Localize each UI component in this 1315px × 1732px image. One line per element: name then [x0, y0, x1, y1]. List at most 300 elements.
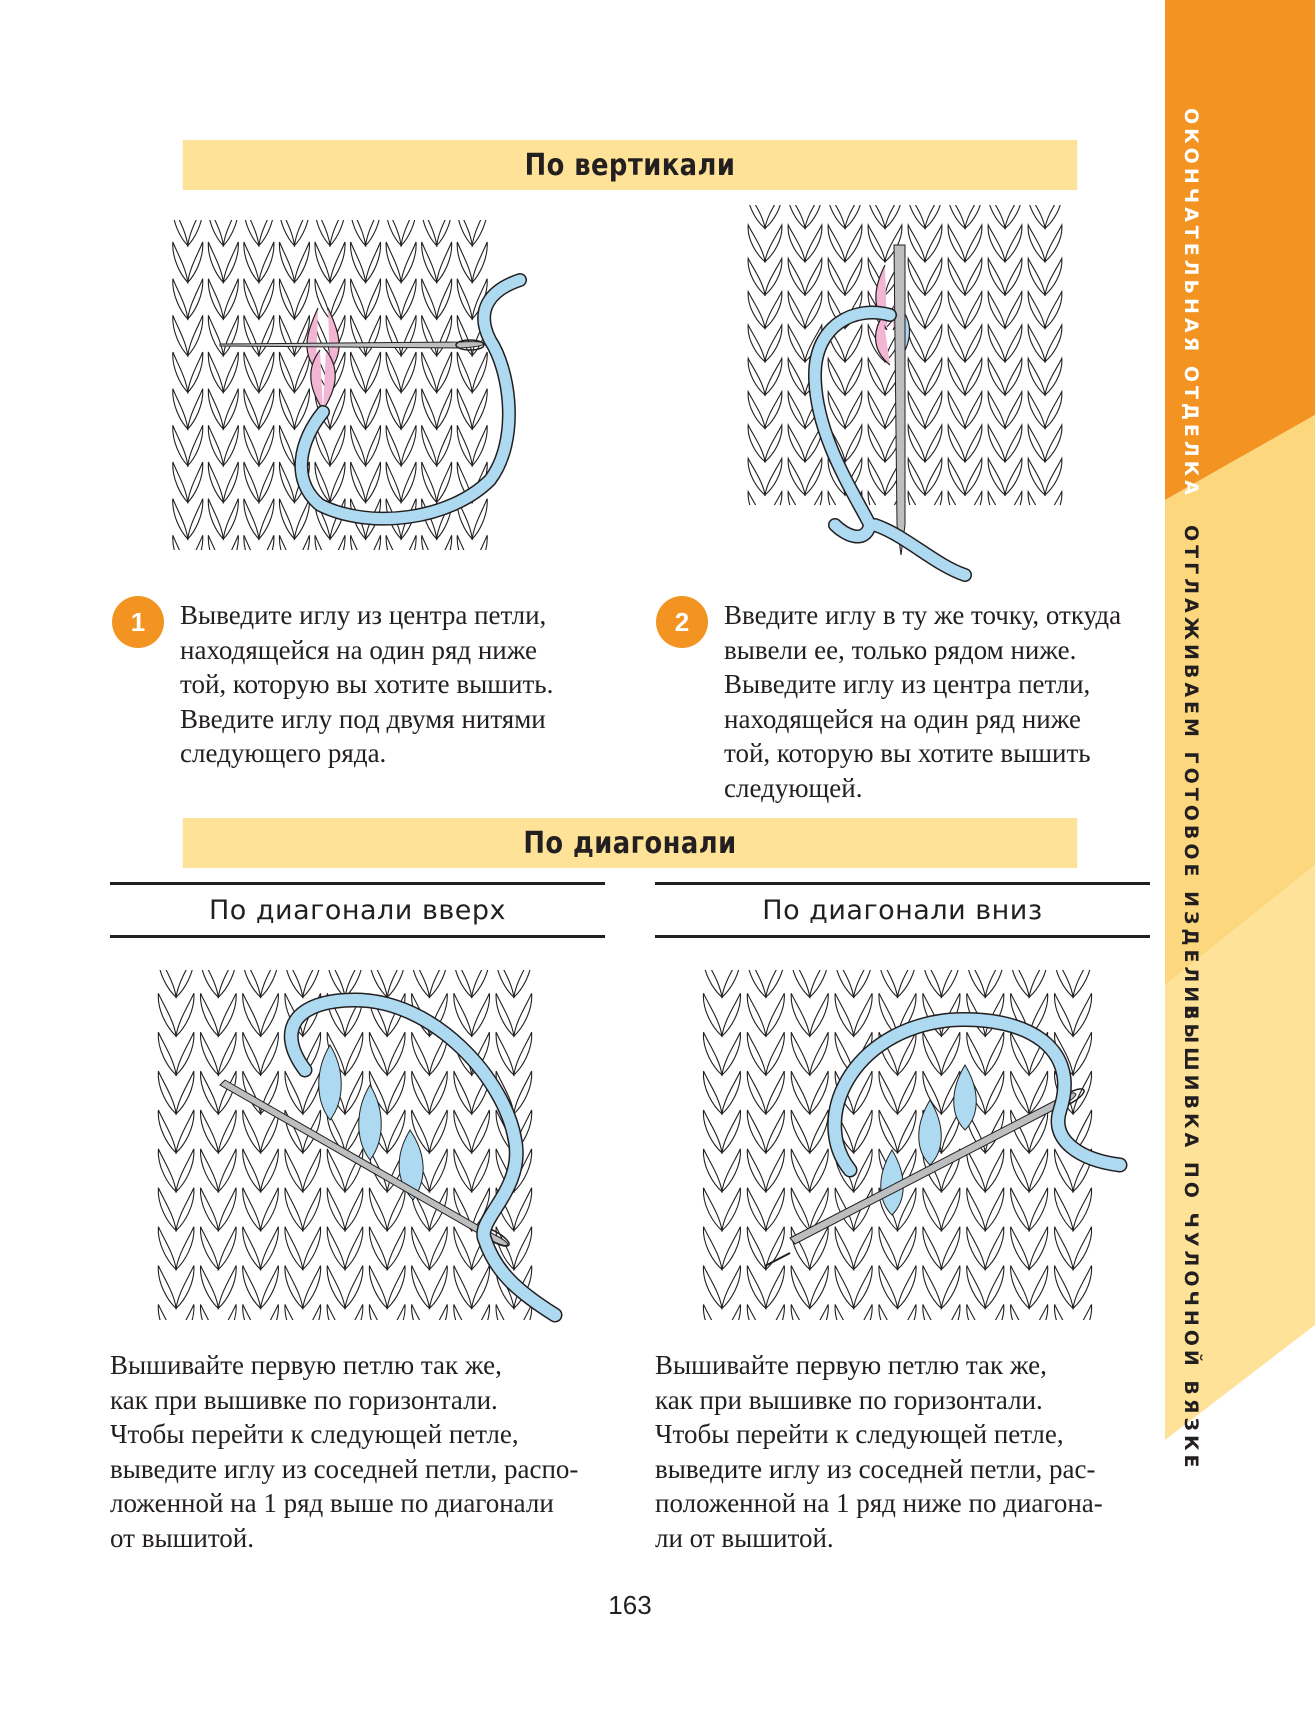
knit-stitch: [985, 970, 1004, 997]
knit-stitch: [412, 1266, 430, 1309]
knit-stitch: [472, 1110, 490, 1153]
knit-stitch: [765, 325, 782, 362]
knit-stitch: [925, 325, 942, 362]
step-2-text: Введите иглу в ту же точку, откуда вывели ее, только рядом ниже. Выведите иглу из центра петли, находящейся на один ряд ниже той, которую вы хотите вышить следующей.: [724, 600, 1122, 803]
knit-stitch: [208, 279, 223, 319]
knit-stitch: [173, 462, 188, 502]
knit-stitch: [845, 425, 862, 462]
knit-stitch: [366, 389, 381, 429]
knit-stitch: [188, 425, 203, 465]
knit-stitch: [765, 225, 782, 262]
knit-stitch: [1045, 458, 1062, 495]
knit-stitch: [345, 1188, 363, 1231]
knit-stitch: [1073, 1304, 1092, 1325]
knit-stitch: [401, 242, 416, 282]
knit-stitch: [1011, 1304, 1030, 1325]
knit-stitch: [835, 1304, 854, 1325]
knit-stitch: [294, 242, 309, 282]
knit-stitch: [1055, 1227, 1074, 1270]
knit-stitch: [885, 205, 902, 228]
knit-stitch: [366, 279, 381, 319]
knit-stitch: [948, 458, 965, 495]
knit-stitch: [703, 1032, 722, 1075]
knit-stitch: [923, 1188, 942, 1231]
knit-stitch: [176, 970, 194, 997]
knit-stitch: [244, 352, 259, 392]
knit-stitch: [327, 1304, 345, 1325]
diagonal-down-text: Вышивайте первую петлю так же, как при вышивке по горизонтали. Чтобы перейти к следующей петле, выведите иглу из соседней петли, рас- положенной на 1 ряд ниже по диагона- ли от вышитой.: [655, 1350, 1103, 1553]
side-tab-embroidery[interactable]: ВЫШИВКА ПО ЧУЛОЧНОЙ ВЯЗКЕ: [1180, 1005, 1202, 1472]
knit-stitch: [948, 425, 965, 462]
knit-stitch: [200, 1071, 218, 1114]
knit-stitch: [845, 225, 862, 262]
knit-stitch: [1045, 325, 1062, 362]
knit-stitch: [898, 1110, 917, 1153]
knit-stitch: [327, 1227, 345, 1270]
knit-stitch: [908, 492, 925, 529]
knit-stitch: [369, 1266, 387, 1309]
knit-stitch: [965, 258, 982, 295]
knit-stitch: [1029, 1188, 1048, 1231]
knit-stitch: [259, 352, 274, 392]
knit-stitch: [703, 993, 722, 1036]
knit-stitch: [868, 358, 885, 395]
knit-stitch: [208, 242, 223, 282]
step-1-text: Выведите иглу из центра петли, находящейся на один ряд ниже той, которую вы хотите вышить. Введите иглу под двумя нитями следующего ряда.: [180, 600, 554, 768]
knit-stitch: [244, 389, 259, 429]
knit-stitch: [366, 220, 381, 246]
knit-stitch: [722, 1304, 741, 1325]
knit-stitch: [766, 993, 785, 1036]
knit-stitch: [791, 1188, 810, 1231]
knit-stitch: [200, 1149, 218, 1192]
knit-stitch: [1045, 425, 1062, 462]
knit-stitch: [1029, 1266, 1048, 1309]
knit-stitch: [1055, 1304, 1074, 1325]
knit-stitch: [366, 242, 381, 282]
knit-stitch: [1073, 1266, 1092, 1309]
knit-stitch: [766, 1110, 785, 1153]
knit-stitch: [412, 1304, 430, 1325]
knit-stitch: [158, 1110, 176, 1153]
knit-stitch: [472, 1304, 490, 1325]
knit-stitch: [369, 1304, 387, 1325]
knit-stitch: [422, 220, 437, 246]
side-tab-ironing[interactable]: ОТГЛАЖИВАЕМ ГОТОВОЕ ИЗДЕЛИЕ: [1180, 525, 1202, 1024]
knit-stitch: [898, 1304, 917, 1325]
knit-stitch: [218, 1188, 236, 1231]
knit-stitch: [200, 970, 218, 997]
knit-stitch: [472, 220, 487, 246]
knit-stitch: [766, 970, 785, 997]
knit-stitch: [765, 392, 782, 429]
knit-stitch: [366, 315, 381, 355]
knit-stitch: [845, 325, 862, 362]
knit-stitch: [387, 970, 405, 997]
knit-stitch: [845, 392, 862, 429]
knit-stitch: [879, 1110, 898, 1153]
section-heading-diagonal-text: По диагонали: [523, 825, 737, 861]
knit-stitch: [765, 205, 782, 228]
knit-stitch: [208, 425, 223, 465]
knit-stitch: [805, 492, 822, 529]
knit-stitch: [223, 462, 238, 502]
knit-stitch: [279, 242, 294, 282]
knit-stitch: [387, 1227, 405, 1270]
knit-stitch: [908, 458, 925, 495]
knit-stitch: [1005, 492, 1022, 529]
knit-stitch: [386, 279, 401, 319]
knit-stitch: [243, 1227, 261, 1270]
knit-stitch: [965, 225, 982, 262]
knit-stitch: [805, 205, 822, 228]
knit-stitch: [925, 358, 942, 395]
knit-stitch: [988, 325, 1005, 362]
knit-stitch: [223, 425, 238, 465]
knit-stitch: [805, 258, 822, 295]
knit-stitch: [722, 1266, 741, 1309]
knit-stitch: [898, 1071, 917, 1114]
knit-stitch: [223, 352, 238, 392]
knit-stitch: [791, 1071, 810, 1114]
knit-stitch: [898, 1227, 917, 1270]
knit-stitch: [703, 970, 722, 997]
knit-stitch: [810, 1149, 829, 1192]
knit-stitch: [925, 458, 942, 495]
knit-stitch: [173, 389, 188, 429]
knit-stitch: [810, 1032, 829, 1075]
knit-stitch: [223, 242, 238, 282]
knit-stitch: [188, 352, 203, 392]
knit-stitch: [243, 1032, 261, 1075]
knit-stitch: [748, 358, 765, 395]
knit-stitch: [703, 1188, 722, 1231]
knit-stitch: [1029, 970, 1048, 997]
knit-stitch: [472, 993, 490, 1036]
knit-stitch: [923, 970, 942, 997]
knit-stitch: [1028, 492, 1045, 529]
knit-stitch: [279, 535, 294, 560]
knit-stitch: [472, 499, 487, 539]
knit-stitch: [1045, 492, 1062, 529]
knit-stitch: [765, 358, 782, 395]
knit-stitch: [1011, 1149, 1030, 1192]
knit-stitch: [351, 425, 366, 465]
knit-stitch: [244, 499, 259, 539]
knit-stitch: [345, 1032, 363, 1075]
knit-stitch: [294, 352, 309, 392]
knit-stitch: [429, 970, 447, 997]
illustration-vertical-step-1: [170, 220, 590, 560]
knit-stitch: [472, 1266, 490, 1309]
knit-stitch: [173, 242, 188, 282]
knit-stitch: [261, 1304, 279, 1325]
knit-stitch: [722, 1149, 741, 1192]
knit-stitch: [1005, 258, 1022, 295]
knit-stitch: [422, 389, 437, 429]
knit-stitch: [722, 1227, 741, 1270]
knit-stitch: [261, 1188, 279, 1231]
knit-stitch: [200, 1266, 218, 1309]
knit-stitch: [908, 292, 925, 329]
knit-stitch: [386, 535, 401, 560]
knit-stitch: [496, 970, 514, 997]
knit-stitch: [1005, 325, 1022, 362]
illustration-diagonal-down: [700, 970, 1140, 1325]
knit-stitch: [208, 535, 223, 560]
knit-stitch: [437, 535, 452, 560]
knit-stitch: [948, 325, 965, 362]
knit-stitch: [327, 1266, 345, 1309]
knit-stitch: [988, 292, 1005, 329]
knit-stitch: [437, 352, 452, 392]
knit-stitch: [285, 970, 303, 997]
knit-stitch: [457, 279, 472, 319]
knit-stitch: [965, 458, 982, 495]
knit-stitch: [879, 1266, 898, 1309]
knit-stitch: [908, 258, 925, 295]
knit-stitch: [176, 1304, 194, 1325]
knit-stitch: [835, 1266, 854, 1309]
knit-stitch: [472, 389, 487, 429]
knit-stitch: [188, 499, 203, 539]
knit-stitch: [386, 220, 401, 246]
knit-stitch: [386, 389, 401, 429]
knit-stitch: [948, 392, 965, 429]
knit-stitch: [457, 389, 472, 429]
knit-stitch: [422, 352, 437, 392]
knit-stitch: [941, 1227, 960, 1270]
knit-stitch: [908, 225, 925, 262]
knit-stitch: [218, 1149, 236, 1192]
knit-stitch: [496, 993, 514, 1036]
knit-stitch: [988, 205, 1005, 228]
knit-stitch: [244, 220, 259, 246]
knit-stitch: [279, 352, 294, 392]
knit-stitch: [766, 1032, 785, 1075]
knit-stitch: [345, 1266, 363, 1309]
knit-stitch: [788, 205, 805, 228]
knit-stitch: [988, 258, 1005, 295]
knit-stitch: [948, 492, 965, 529]
knit-stitch: [259, 499, 274, 539]
knit-stitch: [200, 993, 218, 1036]
knit-stitch: [387, 1304, 405, 1325]
knit-stitch: [366, 462, 381, 502]
knit-stitch: [401, 389, 416, 429]
knit-stitch: [472, 425, 487, 465]
diagonal-up-text: Вышивайте первую петлю так же, как при вышивке по горизонтали. Чтобы перейти к следующей петле, выведите иглу из соседней петли, распо- ложенной на 1 ряд выше по диагонали от вышитой.: [110, 1350, 579, 1553]
knit-stitch: [387, 1071, 405, 1114]
knit-stitch: [1073, 1188, 1092, 1231]
knit-stitch: [158, 1266, 176, 1309]
knit-stitch: [259, 242, 274, 282]
knit-stitch: [948, 358, 965, 395]
knit-stitch: [810, 1110, 829, 1153]
knit-stitch: [387, 1266, 405, 1309]
knit-stitch: [188, 220, 203, 246]
knit-stitch: [285, 1071, 303, 1114]
knit-stitch: [176, 1266, 194, 1309]
knit-stitch: [330, 462, 345, 502]
knit-stitch: [985, 1188, 1004, 1231]
knit-stitch: [351, 315, 366, 355]
knit-stitch: [514, 1071, 532, 1114]
knit-stitch: [1005, 392, 1022, 429]
knit-stitch: [703, 1227, 722, 1270]
knit-stitch: [988, 358, 1005, 395]
knit-stitch: [279, 462, 294, 502]
knit-stitch: [868, 225, 885, 262]
knit-stitch: [788, 425, 805, 462]
knit-stitch: [158, 1032, 176, 1075]
knit-stitch: [472, 352, 487, 392]
knit-stitch: [218, 1227, 236, 1270]
knit-stitch: [941, 1032, 960, 1075]
knit-stitch: [330, 279, 345, 319]
knit-stitch: [1028, 205, 1045, 228]
knit-stitch: [188, 535, 203, 560]
knit-stitch: [243, 1110, 261, 1153]
knit-stitch: [988, 225, 1005, 262]
illustration-diagonal-up: [155, 970, 575, 1325]
knit-stitch: [923, 1227, 942, 1270]
knit-stitch: [1028, 325, 1045, 362]
knit-stitch: [422, 462, 437, 502]
knit-stitch: [908, 392, 925, 429]
knit-stitch: [879, 1304, 898, 1325]
knit-stitch: [514, 1032, 532, 1075]
knit-stitch: [218, 1032, 236, 1075]
knit-stitch: [1073, 1032, 1092, 1075]
knit-stitch: [988, 425, 1005, 462]
knit-stitch: [748, 458, 765, 495]
knit-stitch: [188, 279, 203, 319]
knit-stitch: [985, 1032, 1004, 1075]
side-tab-finishing[interactable]: ОКОНЧАТЕЛЬНАЯ ОТДЕЛКА: [1180, 108, 1202, 499]
knit-stitch: [985, 1266, 1004, 1309]
knit-stitch: [386, 462, 401, 502]
knit-stitch: [176, 1149, 194, 1192]
knit-stitch: [386, 315, 401, 355]
knit-stitch: [454, 1266, 472, 1309]
knit-stitch: [879, 1227, 898, 1270]
knit-stitch: [261, 1227, 279, 1270]
knit-stitch: [908, 325, 925, 362]
knit-stitch: [369, 1227, 387, 1270]
knit-stitch: [766, 1071, 785, 1114]
knit-stitch: [369, 1188, 387, 1231]
knit-stitch: [173, 535, 188, 560]
knit-stitch: [387, 1032, 405, 1075]
knit-stitch: [173, 352, 188, 392]
knit-stitch: [437, 279, 452, 319]
knit-stitch: [766, 1188, 785, 1231]
knit-stitch: [437, 220, 452, 246]
knit-stitch: [828, 392, 845, 429]
knit-stitch: [173, 279, 188, 319]
knit-stitch: [766, 1266, 785, 1309]
knit-stitch: [345, 1304, 363, 1325]
knit-stitch: [965, 292, 982, 329]
knit-stitch: [401, 535, 416, 560]
knit-stitch: [387, 1188, 405, 1231]
knit-stitch: [208, 352, 223, 392]
knit-stitch: [303, 1304, 321, 1325]
knit-stitch: [965, 425, 982, 462]
knit-stitch: [303, 1266, 321, 1309]
knit-stitch: [243, 1266, 261, 1309]
knit-stitch: [1011, 970, 1030, 997]
knit-stitch: [791, 1304, 810, 1325]
knit-stitch: [788, 392, 805, 429]
knit-stitch: [386, 352, 401, 392]
knit-stitch: [496, 1032, 514, 1075]
knit-stitch: [429, 1071, 447, 1114]
knit-stitch: [788, 225, 805, 262]
knit-stitch: [898, 970, 917, 997]
knit-stitch: [223, 220, 238, 246]
knit-stitch: [1028, 225, 1045, 262]
knit-stitch: [835, 993, 854, 1036]
knit-stitch: [218, 970, 236, 997]
knit-stitch: [496, 1304, 514, 1325]
knit-stitch: [158, 1071, 176, 1114]
knit-stitch: [208, 315, 223, 355]
knit-stitch: [1011, 1071, 1030, 1114]
knit-stitch: [985, 1149, 1004, 1192]
knit-stitch: [330, 425, 345, 465]
knit-stitch: [454, 1304, 472, 1325]
knit-stitch: [1055, 1266, 1074, 1309]
knit-stitch: [1028, 358, 1045, 395]
knit-stitch: [748, 325, 765, 362]
knit-stitch: [188, 462, 203, 502]
knit-stitch: [828, 225, 845, 262]
knit-stitch: [285, 1188, 303, 1231]
knit-stitch: [457, 425, 472, 465]
knit-stitch: [1005, 425, 1022, 462]
knit-stitch: [386, 425, 401, 465]
knit-stitch: [925, 225, 942, 262]
knit-stitch: [967, 1266, 986, 1309]
knit-stitch: [401, 462, 416, 502]
knit-stitch: [243, 1304, 261, 1325]
knit-stitch: [879, 1071, 898, 1114]
knit-stitch: [985, 1304, 1004, 1325]
knit-stitch: [828, 358, 845, 395]
knit-stitch: [765, 292, 782, 329]
knit-stitch: [208, 220, 223, 246]
knit-stitch: [422, 425, 437, 465]
knit-stitch: [366, 425, 381, 465]
knit-stitch: [941, 1188, 960, 1231]
knit-stitch: [366, 535, 381, 560]
knit-stitch: [908, 358, 925, 395]
knit-stitch: [748, 205, 765, 228]
knit-stitch: [805, 292, 822, 329]
knit-stitch: [1045, 392, 1062, 429]
knit-stitch: [218, 1266, 236, 1309]
knit-stitch: [429, 1110, 447, 1153]
knit-stitch: [261, 1032, 279, 1075]
knit-stitch: [747, 970, 766, 997]
knit-stitch: [261, 1149, 279, 1192]
knit-stitch: [791, 970, 810, 997]
knit-stitch: [303, 1071, 321, 1114]
subheading-diagonal-up: По диагонали вверх: [110, 882, 605, 938]
knit-stitch: [244, 535, 259, 560]
